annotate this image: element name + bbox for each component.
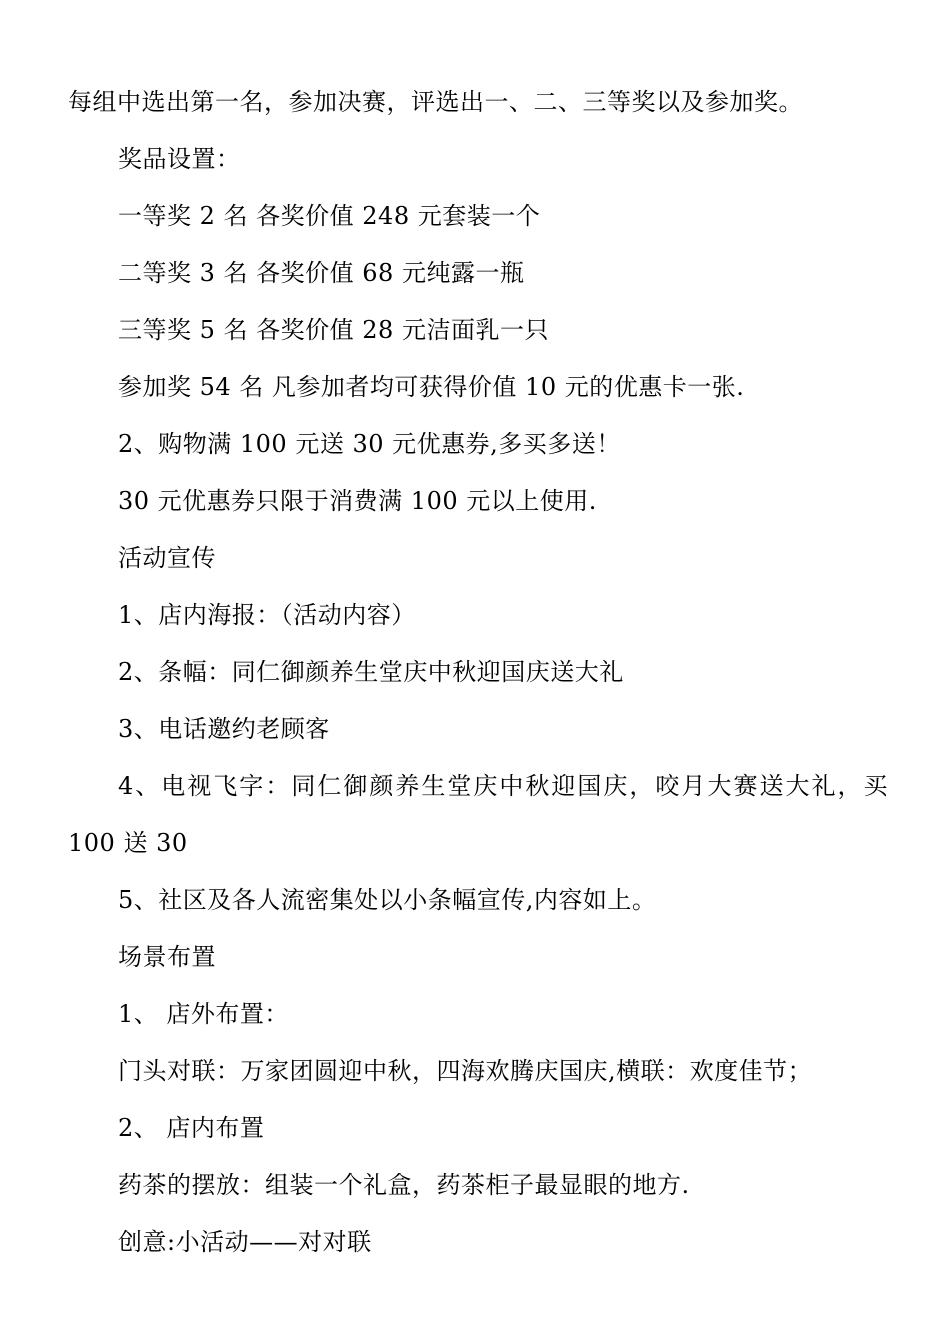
publicity-community-banner: 5、社区及各人流密集处以小条幅宣传,内容如上。 <box>118 886 657 914</box>
prize-third: 三等奖 5 名 各奖价值 28 元洁面乳一只 <box>118 316 549 344</box>
publicity-banner: 2、条幅：同仁御颜养生堂庆中秋迎国庆送大礼 <box>118 658 624 686</box>
promo-shopping-coupon: 2、购物满 100 元送 30 元优惠券,多买多送！ <box>118 430 621 458</box>
promo-coupon-condition: 30 元优惠券只限于消费满 100 元以上使用. <box>118 487 597 515</box>
prize-second: 二等奖 3 名 各奖价值 68 元纯露一瓶 <box>118 259 525 287</box>
layout-outside-store: 1、 店外布置： <box>118 1000 289 1028</box>
prize-participation: 参加奖 54 名 凡参加者均可获得价值 10 元的优惠卡一张. <box>118 373 745 401</box>
layout-inside-store: 2、 店内布置 <box>118 1114 265 1142</box>
prize-first: 一等奖 2 名 各奖价值 248 元套装一个 <box>118 202 541 230</box>
publicity-phone-invite: 3、电话邀约老顾客 <box>118 715 330 743</box>
paragraph-line-final-selection: 每组中选出第一名，参加决赛，评选出一、二、三等奖以及参加奖。 <box>68 88 803 116</box>
idea-couplet-activity: 创意:小活动——对对联 <box>118 1228 372 1256</box>
publicity-poster: 1、店内海报：（活动内容） <box>118 601 416 629</box>
heading-prize-setup: 奖品设置： <box>118 145 241 173</box>
publicity-tv-ticker: 4、电视飞字：同仁御颜养生堂庆中秋迎国庆，咬月大赛送大礼，买 <box>118 772 888 800</box>
heading-scene-layout: 场景布置 <box>118 943 216 971</box>
layout-door-couplets: 门头对联：万家团圆迎中秋，四海欢腾庆国庆,横联：欢度佳节； <box>118 1057 813 1085</box>
heading-activity-publicity: 活动宣传 <box>118 544 216 572</box>
publicity-tv-ticker-continued: 100 送 30 <box>68 829 188 857</box>
layout-tea-display: 药茶的摆放：组装一个礼盒，药茶柜子最显眼的地方. <box>118 1171 690 1199</box>
